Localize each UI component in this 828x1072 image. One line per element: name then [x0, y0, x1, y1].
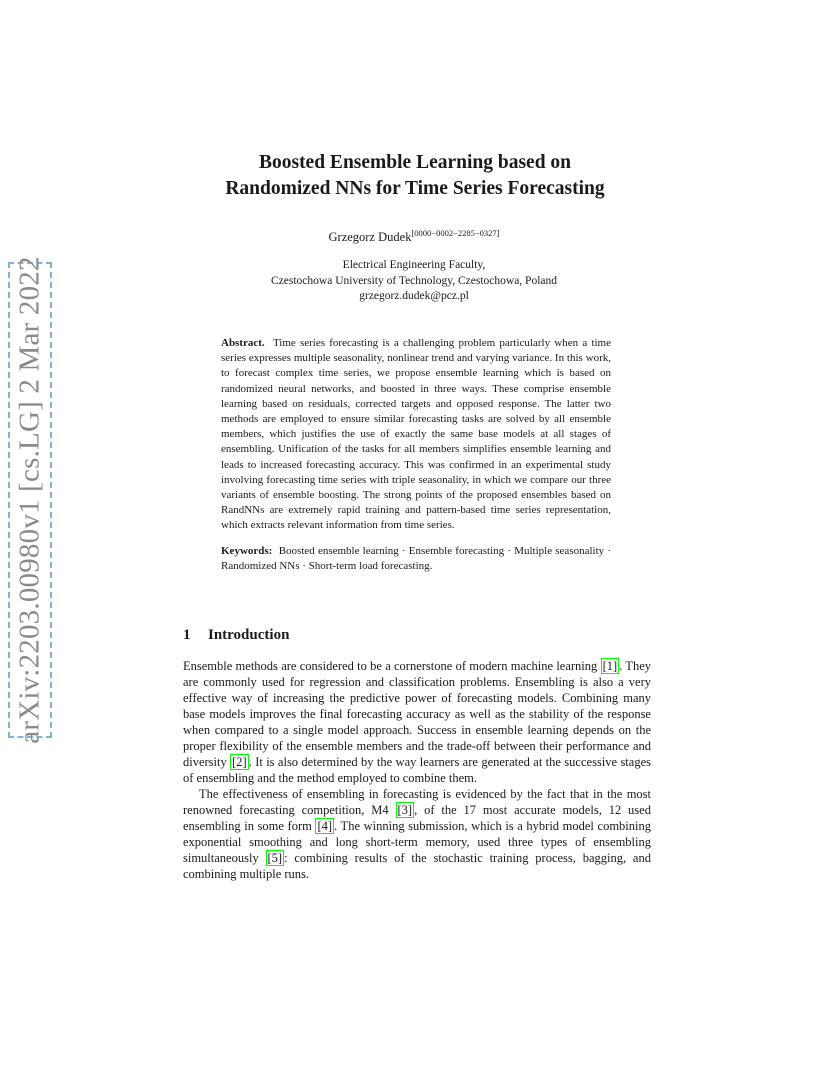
abstract-label: Abstract. — [221, 337, 265, 349]
keywords-label: Keywords: — [221, 544, 273, 557]
keywords-text: Boosted ensemble learning · Ensemble forecasting · Multiple seasonality · Randomized NNs · Short-term load forecasting. — [221, 544, 611, 572]
abstract-text: Time series forecasting is a challenging problem particularly when a time series expresses multiple seasonality, nonlinear trend and varying variance. In this work, to forecast complex time series, we propose ensemble learning which is based on randomized neural networks, and boosted in three ways. These comprise ensemble learning based on residuals, corrected targets and opposed response. The latter two methods are employed to ensure similar forecasting tasks are solved by all ensemble members, which justifies the use of exactly the same base models at all stages of ensembling. Unification of the tasks for all members simplifies ensemble learning and leads to increased forecasting accuracy. This was confirmed in an experimental study involving forecasting time series with triple seasonality, in which we compare our three variants of ensemble boosting. The strong points of the proposed ensembles based on RandNNs are extremely rapid training and pattern-based time series representation, which extracts relevant information from time series. — [221, 337, 612, 532]
section-title: Introduction — [208, 627, 290, 643]
author-line — [0, 228, 828, 245]
citation-link-4[interactable]: [4] — [317, 819, 333, 833]
author-email[interactable]: grzegorz.dudek@pcz.pl — [359, 290, 469, 302]
paper-title — [160, 150, 670, 202]
affiliation-university: Czestochowa University of Technology, Czestochowa, Poland — [271, 274, 557, 287]
body-paragraph-1 — [183, 658, 651, 786]
body-text — [183, 658, 651, 882]
arxiv-identifier[interactable]: arXiv:2203.00980v1 [cs.LG] 2 Mar 2022 — [13, 256, 46, 744]
title-line-2: Randomized NNs for Time Series Forecasting — [225, 178, 605, 199]
title-line-1: Boosted Ensemble Learning based on — [258, 152, 572, 173]
affiliation — [0, 258, 828, 305]
body-paragraph-2 — [183, 786, 651, 882]
p1-text-a: Ensemble methods are considered to be a cornerstone of modern machine learning — [183, 659, 601, 673]
p1-text-b: . They are commonly used for regression and classification problems. Ensembling is also a very effective way of increasing the predictive power of forecasting models. Combining many base models improves the final forecasting accuracy as well as the stability of the response when compared to a single model approach. Success in ensemble learning depends on the proper flexibility of the ensemble members and the trade-off between their performance and diversity — [183, 659, 651, 769]
section-heading — [183, 627, 289, 644]
p2-text-a: The effectiveness of ensembling in forecasting is evidenced by the fact that in the most renowned forecasting competition, M4 — [183, 787, 651, 817]
author-orcid[interactable]: [0000−0002−2285−0327] — [411, 228, 500, 238]
arxiv-stamp — [8, 256, 52, 744]
citation-link-2[interactable]: [2] — [232, 755, 247, 769]
citation-link-5[interactable]: [5] — [267, 851, 283, 865]
abstract-paragraph — [221, 336, 611, 534]
p1-text-c: . It is also determined by the way learners are generated at the successive stages of ensembling and the method employed to combine them. — [183, 755, 651, 785]
affiliation-faculty: Electrical Engineering Faculty, — [342, 259, 486, 271]
p2-text-d: : combining results of the stochastic training process, bagging, and combining multiple runs. — [183, 851, 651, 881]
keywords-paragraph — [221, 544, 611, 574]
p2-text-b: , of the 17 most accurate models, 12 used ensembling in some form — [183, 803, 651, 833]
citation-link-3[interactable]: [3] — [397, 803, 413, 817]
p2-text-c: . The winning submission, which is a hybrid model combining exponential smoothing and long short-term memory, used three types of ensembling simultaneously — [183, 819, 651, 865]
section-number: 1 — [183, 627, 191, 643]
citation-link-1[interactable]: [1] — [602, 659, 618, 673]
abstract — [221, 336, 611, 574]
author-name: Grzegorz Dudek — [328, 230, 412, 244]
